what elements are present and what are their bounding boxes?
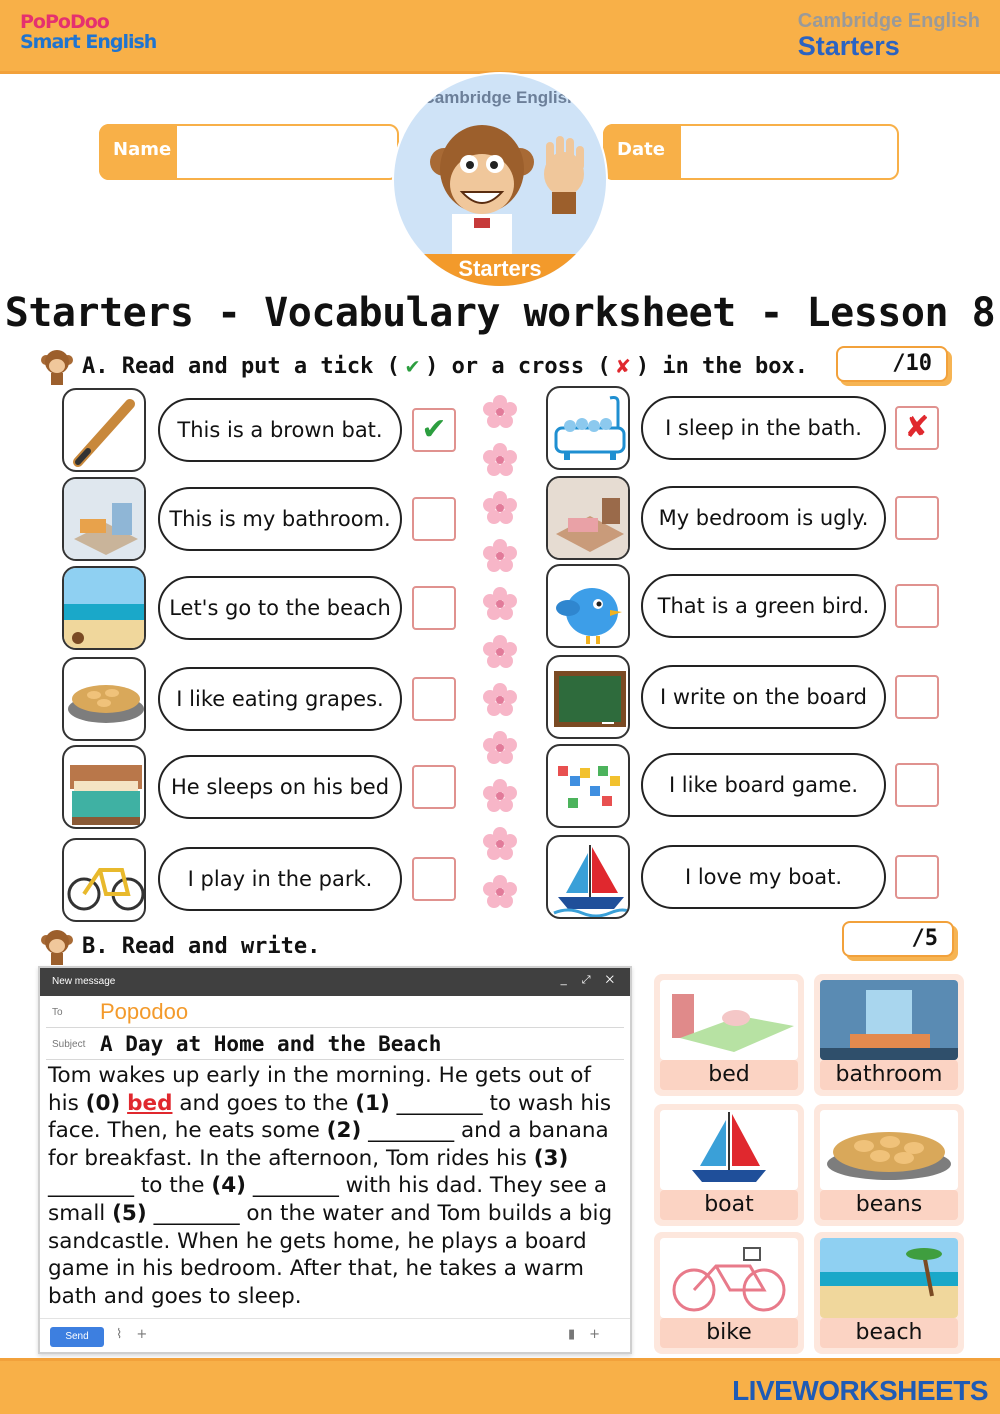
email-title-bar: [40, 968, 630, 996]
answer-box-left-4[interactable]: [412, 677, 456, 721]
email-to-row: [46, 996, 624, 1028]
sentence-right-5: I like board game.: [641, 753, 886, 817]
section-a-score: /10: [836, 346, 948, 382]
section-b-heading: [38, 926, 320, 966]
email-window: [38, 966, 632, 1354]
word-card-bed: [654, 974, 804, 1096]
bathroom-icon: [820, 980, 958, 1060]
sentence-left-3: Let's go to the beach: [158, 576, 402, 640]
window-controls[interactable]: _ ⤢ ✕: [560, 974, 620, 986]
word-label-beach: beach: [820, 1318, 958, 1348]
word-label-beans: beans: [820, 1190, 958, 1220]
bed-icon: [62, 745, 146, 829]
bottom-banner: [0, 1358, 1000, 1414]
section-a-text-post: ) in the box.: [635, 353, 809, 379]
liveworksheets-logo: LIVEWORKSHEETS: [732, 1375, 988, 1406]
monkey-icon: [422, 114, 542, 254]
cross-mark-icon: ✘: [616, 353, 630, 379]
bird-icon: [546, 564, 630, 648]
gap-0-number: (0): [85, 1090, 121, 1116]
gap-3-blank[interactable]: ________ to the: [48, 1173, 212, 1199]
answer-box-left-2[interactable]: [412, 497, 456, 541]
send-button[interactable]: Send: [50, 1327, 104, 1347]
flower-icon: [482, 442, 518, 478]
brand-line2: Starters: [797, 31, 900, 61]
to-label: To: [52, 1007, 63, 1018]
name-label: Name: [99, 124, 177, 180]
logo-line1: PoPoDoo: [20, 11, 109, 33]
gap-2-blank[interactable]: ________ and a banana for breakfast. In the afternoon, Tom rides his: [48, 1118, 609, 1171]
top-banner: [0, 0, 1000, 74]
section-a-text-mid: ) or a cross (: [425, 353, 611, 379]
answer-box-right-5[interactable]: [895, 763, 939, 807]
date-field[interactable]: [603, 124, 899, 180]
answer-box-right-3[interactable]: [895, 584, 939, 628]
body-text-1: Tom wakes up early in the morning. He gets out of his: [48, 1063, 591, 1116]
flower-icon: [482, 778, 518, 814]
answer-box-right-4[interactable]: [895, 675, 939, 719]
popodoo-logo: [20, 12, 156, 52]
word-label-bike: bike: [660, 1318, 798, 1348]
email-window-title: New message: [52, 976, 116, 987]
answer-box-left-6[interactable]: [412, 857, 456, 901]
word-label-bed: bed: [660, 1060, 798, 1090]
cambridge-brand: [798, 10, 980, 62]
body-text-2: and goes to the: [172, 1090, 356, 1116]
section-a-text-pre: A. Read and put a tick (: [82, 353, 400, 379]
sentence-right-4: I write on the board: [641, 665, 886, 729]
boat-icon: [660, 1110, 798, 1190]
bathroom-icon: [62, 477, 146, 561]
bat-icon: [62, 388, 146, 472]
flower-icon: [482, 874, 518, 910]
answer-box-right-2[interactable]: [895, 496, 939, 540]
flower-icon: [482, 394, 518, 430]
flower-icon: [482, 538, 518, 574]
flower-icon: [482, 634, 518, 670]
date-label: Date: [603, 124, 681, 180]
attach-icon[interactable]: ⌇+: [116, 1327, 162, 1342]
subject-value: A Day at Home and the Beach: [100, 1032, 442, 1056]
beach-icon: [820, 1238, 958, 1318]
email-subject-row: [46, 1028, 624, 1060]
starters-badge: [392, 72, 608, 288]
gap-4-number: (4): [211, 1173, 246, 1199]
subject-label: Subject: [52, 1039, 86, 1050]
word-card-bike: [654, 1232, 804, 1354]
gap-1-number: (1): [355, 1090, 390, 1116]
word-label-bathroom: bathroom: [820, 1060, 958, 1090]
word-card-beans: [814, 1104, 964, 1226]
page-title: Starters - Vocabulary worksheet - Lesson 8: [4, 290, 996, 336]
sentence-right-1: I sleep in the bath.: [641, 396, 886, 460]
bedroom-icon: [546, 476, 630, 560]
name-field[interactable]: [99, 124, 399, 180]
flower-icon: [482, 586, 518, 622]
boat-icon: [546, 835, 630, 919]
email-body: [48, 1062, 618, 1310]
sentence-right-2: My bedroom is ugly.: [641, 486, 886, 550]
sentence-left-6: I play in the park.: [158, 847, 402, 911]
sentence-right-6: I love my boat.: [641, 845, 886, 909]
to-value: Popodoo: [100, 999, 189, 1024]
logo-line2: Smart English: [20, 31, 157, 53]
badge-band-text: Starters: [394, 254, 606, 286]
word-card-beach: [814, 1232, 964, 1354]
section-a-heading: [38, 346, 808, 386]
word-card-boat: [654, 1104, 804, 1226]
gap-5-blank[interactable]: ________ on the water and Tom builds a big sandcastle. When he gets home, he plays a board game in his bedroom. After that, he takes a warm bath and goes to sleep.: [48, 1200, 613, 1309]
gap-2-number: (2): [326, 1118, 362, 1144]
word-label-boat: boat: [660, 1190, 798, 1220]
gap-5-number: (5): [112, 1200, 147, 1226]
answer-box-left-5[interactable]: [412, 765, 456, 809]
bike-icon: [62, 838, 146, 922]
answer-box-left-1[interactable]: ✔: [412, 408, 456, 452]
beans-icon: [62, 657, 146, 741]
board-game-icon: [546, 744, 630, 828]
email-footer: [40, 1318, 630, 1352]
tick-mark-icon: ✔: [405, 353, 420, 379]
flower-icon: [482, 730, 518, 766]
bed-icon: [660, 980, 798, 1060]
section-b-text: B. Read and write.: [82, 933, 321, 959]
gap-1-blank[interactable]: ________ to wash his face. Then, he eats some: [48, 1090, 612, 1144]
sentence-left-4: I like eating grapes.: [158, 667, 402, 731]
bike-icon: [660, 1238, 798, 1318]
waving-hand-icon: [534, 134, 594, 214]
badge-top-text: Cambridge English: [422, 88, 578, 107]
monkey-mini-icon: [38, 926, 76, 966]
gap-4-blank[interactable]: ________ with his dad. They see a small: [48, 1173, 608, 1226]
flower-icon: [482, 826, 518, 862]
beach-icon: [62, 566, 146, 650]
flower-icon: [482, 490, 518, 526]
beans-icon: [820, 1110, 958, 1190]
trash-icon[interactable]: ▮+: [567, 1327, 614, 1342]
bath-icon: [546, 386, 630, 470]
sentence-right-3: That is a green bird.: [641, 574, 886, 638]
brand-line1: Cambridge English: [797, 10, 980, 32]
flower-icon: [482, 682, 518, 718]
gap-3-number: (3): [533, 1145, 569, 1171]
answer-box-left-3[interactable]: [412, 586, 456, 630]
answer-box-right-1[interactable]: ✘: [895, 406, 939, 450]
sentence-left-1: This is a brown bat.: [158, 398, 402, 462]
board-icon: [546, 655, 630, 739]
monkey-mini-icon: [38, 346, 76, 386]
word-card-bathroom: [814, 974, 964, 1096]
answer-box-right-6[interactable]: [895, 855, 939, 899]
section-b-score: /5: [842, 921, 954, 957]
example-answer: bed: [127, 1090, 173, 1116]
sentence-left-2: This is my bathroom.: [158, 487, 402, 551]
sentence-left-5: He sleeps on his bed: [158, 755, 402, 819]
